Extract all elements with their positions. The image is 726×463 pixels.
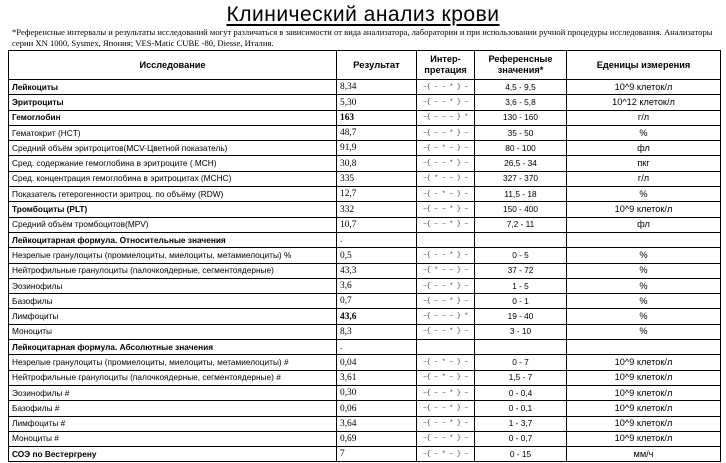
interpretation-scale: –{ – – * } –: [417, 80, 475, 95]
interpretation-scale: –{ – – * } –: [417, 278, 475, 293]
reference-range: 130 - 160: [475, 110, 567, 125]
interpretation-scale: –{ – – * } –: [417, 324, 475, 339]
test-result: 163: [337, 110, 417, 125]
test-result: 3,61: [337, 370, 417, 385]
unit-of-measure: 10^9 клеток/л: [567, 202, 721, 217]
interpretation-scale: –{ – – * } –: [417, 431, 475, 446]
reference-range: 7,2 - 11: [475, 217, 567, 232]
table-row: [9, 416, 721, 431]
header-units: Еденицы измерения: [567, 51, 721, 80]
section-result-marker: .: [337, 232, 417, 247]
unit-of-measure: %: [567, 263, 721, 278]
test-result: 10,7: [337, 217, 417, 232]
test-name: Средний объём эритроцитов(MCV-Цветной показатель): [9, 141, 337, 156]
section-row: [9, 232, 721, 247]
empty-cell: [475, 232, 567, 247]
interpretation-scale: –{ – – * } –: [417, 202, 475, 217]
test-result: 0,04: [337, 355, 417, 370]
table-row: [9, 217, 721, 232]
reference-range: 0 - 15: [475, 447, 567, 462]
empty-cell: [417, 340, 475, 355]
unit-of-measure: 10^9 клеток/л: [567, 416, 721, 431]
test-result: 43,3: [337, 263, 417, 278]
unit-of-measure: 10^9 клеток/л: [567, 370, 721, 385]
reference-range: 0 - 5: [475, 248, 567, 263]
test-name: Эозинофилы: [9, 278, 337, 293]
unit-of-measure: 10^9 клеток/л: [567, 355, 721, 370]
section-result-marker: .: [337, 340, 417, 355]
section-title: Лейкоцитарная формула. Абсолютные значения: [9, 340, 337, 355]
report-title: Клинический анализ крови: [226, 3, 500, 26]
reference-range: 80 - 100: [475, 141, 567, 156]
results-table: [8, 50, 721, 462]
test-name: СОЭ по Вестергрену: [9, 447, 337, 462]
unit-of-measure: г/л: [567, 171, 721, 186]
test-name: Лейкоциты: [9, 80, 337, 95]
interpretation-scale: –{ – – * } –: [417, 95, 475, 110]
test-result: 3,64: [337, 416, 417, 431]
interpretation-scale: –{ – * – } –: [417, 141, 475, 156]
empty-cell: [417, 232, 475, 247]
table-header-row: [9, 51, 721, 80]
test-name: Гематокрит (HCT): [9, 125, 337, 140]
unit-of-measure: 10^9 клеток/л: [567, 80, 721, 95]
unit-of-measure: фл: [567, 217, 721, 232]
test-name: Средний объём тромбоцитов(MPV): [9, 217, 337, 232]
unit-of-measure: г/л: [567, 110, 721, 125]
test-result: 0,69: [337, 431, 417, 446]
interpretation-scale: –{ – * – } –: [417, 447, 475, 462]
test-name: Незрелые гранулоциты (промиелоциты, миелоциты, метамиелоциты) %: [9, 248, 337, 263]
unit-of-measure: %: [567, 125, 721, 140]
test-name: Незрелые гранулоциты (промиелоциты, миелоциты, метамиелоциты) #: [9, 355, 337, 370]
test-name: Базофилы #: [9, 401, 337, 416]
header-reference: Референсные значения*: [475, 51, 567, 80]
test-name: Тромбоциты (PLT): [9, 202, 337, 217]
reference-note: *Референсные интервалы и результаты исследований могут различаться в зависимости от вида анализатора, лаборатории и при использовании ручной процедуры исследования. Анализаторы серии XN 1000, Sysmex, Япония; VES-Matic CUBE -80, Diesse, Италия.: [12, 27, 713, 48]
unit-of-measure: %: [567, 278, 721, 293]
interpretation-scale: –{ – – * } –: [417, 416, 475, 431]
reference-range: 0 - 0,7: [475, 431, 567, 446]
test-result: 48,7: [337, 125, 417, 140]
test-result: 3,6: [337, 278, 417, 293]
reference-range: 150 - 400: [475, 202, 567, 217]
test-name: Эритроциты: [9, 95, 337, 110]
table-row: [9, 355, 721, 370]
interpretation-scale: –{ – – * } –: [417, 294, 475, 309]
reference-range: 35 - 50: [475, 125, 567, 140]
interpretation-scale: –{ – * – } –: [417, 187, 475, 202]
test-result: 12,7: [337, 187, 417, 202]
reference-range: 37 - 72: [475, 263, 567, 278]
reference-range: 11,5 - 18: [475, 187, 567, 202]
table-row: [9, 125, 721, 140]
interpretation-scale: –{ – – * } –: [417, 385, 475, 400]
reference-range: 26,5 - 34: [475, 156, 567, 171]
interpretation-scale: –{ – * – } –: [417, 370, 475, 385]
unit-of-measure: %: [567, 248, 721, 263]
table-row: [9, 95, 721, 110]
section-title: Лейкоцитарная формула. Относительные значения: [9, 232, 337, 247]
empty-cell: [567, 232, 721, 247]
unit-of-measure: 10^9 клеток/л: [567, 401, 721, 416]
test-result: 7: [337, 447, 417, 462]
test-name: Сред. содержание гемоглобина в эритроците ( MCH): [9, 156, 337, 171]
section-row: [9, 340, 721, 355]
table-row: [9, 385, 721, 400]
header-interpretation: Интер-претация: [417, 51, 475, 80]
interpretation-scale: –{ – – * } –: [417, 217, 475, 232]
table-row: [9, 156, 721, 171]
table-row: [9, 263, 721, 278]
test-name: Базофилы: [9, 294, 337, 309]
reference-range: 0 - 1: [475, 294, 567, 309]
table-row: [9, 248, 721, 263]
test-result: 30,8: [337, 156, 417, 171]
interpretation-scale: –{ – – – } *: [417, 309, 475, 324]
interpretation-scale: –{ – – * } –: [417, 248, 475, 263]
unit-of-measure: пкг: [567, 156, 721, 171]
test-name: Моноциты #: [9, 431, 337, 446]
table-row: [9, 294, 721, 309]
test-name: Лимфоциты: [9, 309, 337, 324]
reference-range: 327 - 370: [475, 171, 567, 186]
reference-range: 0 - 0,1: [475, 401, 567, 416]
table-row: [9, 278, 721, 293]
test-result: 43,6: [337, 309, 417, 324]
table-row: [9, 171, 721, 186]
unit-of-measure: мм/ч: [567, 447, 721, 462]
interpretation-scale: –{ * – – } –: [417, 263, 475, 278]
reference-range: 3,6 - 5,8: [475, 95, 567, 110]
test-name: Эозинофилы #: [9, 385, 337, 400]
test-name: Нейтрофильные гранулоциты (палочкоядерные, сегментоядерные): [9, 263, 337, 278]
test-result: 5,30: [337, 95, 417, 110]
table-row: [9, 324, 721, 339]
table-row: [9, 110, 721, 125]
table-row: [9, 202, 721, 217]
reference-range: 19 - 40: [475, 309, 567, 324]
interpretation-scale: –{ * – – } –: [417, 171, 475, 186]
interpretation-scale: –{ – – – } *: [417, 110, 475, 125]
table-row: [9, 431, 721, 446]
test-result: 0,7: [337, 294, 417, 309]
unit-of-measure: %: [567, 187, 721, 202]
interpretation-scale: –{ – – * } –: [417, 125, 475, 140]
unit-of-measure: 10^9 клеток/л: [567, 431, 721, 446]
reference-range: 4,5 - 9,5: [475, 80, 567, 95]
unit-of-measure: 10^12 клеток/л: [567, 95, 721, 110]
unit-of-measure: %: [567, 294, 721, 309]
table-row: [9, 187, 721, 202]
test-result: 332: [337, 202, 417, 217]
header-result: Результат: [337, 51, 417, 80]
interpretation-scale: –{ – – * } –: [417, 156, 475, 171]
test-name: Нейтрофильные гранулоциты (палочкоядерные, сегментоядерные) #: [9, 370, 337, 385]
table-row: [9, 80, 721, 95]
test-result: 0,30: [337, 385, 417, 400]
test-name: Лимфоциты #: [9, 416, 337, 431]
interpretation-scale: –{ – * – } –: [417, 355, 475, 370]
table-row: [9, 447, 721, 462]
test-result: 0,5: [337, 248, 417, 263]
test-result: 0,06: [337, 401, 417, 416]
test-name: Моноциты: [9, 324, 337, 339]
reference-range: 1 - 5: [475, 278, 567, 293]
test-name: Показатель гетерогенности эритроц. по объёму (RDW): [9, 187, 337, 202]
test-name: Гемоглобин: [9, 110, 337, 125]
reference-range: 3 - 10: [475, 324, 567, 339]
test-name: Сред. концентрация гемоглобина в эритроцитах (MCHC): [9, 171, 337, 186]
test-result: 8,3: [337, 324, 417, 339]
unit-of-measure: фл: [567, 141, 721, 156]
unit-of-measure: 10^9 клеток/л: [567, 385, 721, 400]
reference-range: 1,5 - 7: [475, 370, 567, 385]
reference-range: 0 - 7: [475, 355, 567, 370]
reference-range: 0 - 0,4: [475, 385, 567, 400]
table-row: [9, 370, 721, 385]
unit-of-measure: %: [567, 324, 721, 339]
test-result: 91,9: [337, 141, 417, 156]
test-result: 335: [337, 171, 417, 186]
table-row: [9, 401, 721, 416]
table-row: [9, 141, 721, 156]
reference-range: 1 - 3,7: [475, 416, 567, 431]
interpretation-scale: –{ – – * } –: [417, 401, 475, 416]
empty-cell: [475, 340, 567, 355]
empty-cell: [567, 340, 721, 355]
table-row: [9, 309, 721, 324]
test-result: 8,34: [337, 80, 417, 95]
unit-of-measure: %: [567, 309, 721, 324]
header-test: Исследование: [9, 51, 337, 80]
